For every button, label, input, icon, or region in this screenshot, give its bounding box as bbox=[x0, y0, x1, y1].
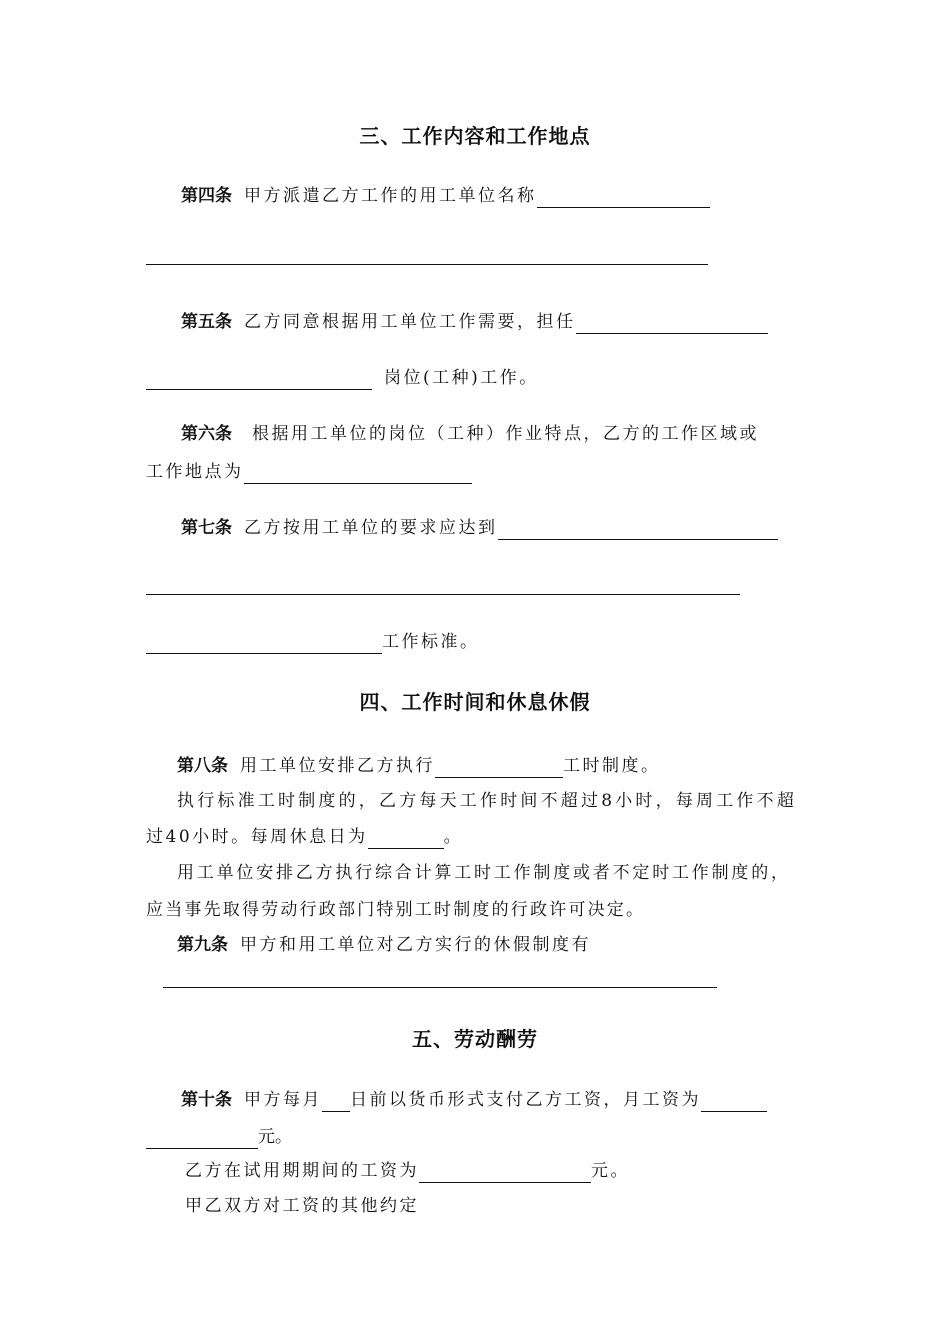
blank-line bbox=[163, 987, 717, 988]
blank-field bbox=[537, 188, 710, 208]
article-suffix: 工作标准。 bbox=[382, 632, 480, 652]
section-heading-4: 四、工作时间和休息休假 bbox=[359, 690, 591, 714]
blank-field bbox=[146, 370, 372, 390]
article-label: 第四条 bbox=[181, 186, 232, 206]
paragraph-text: 乙方在试用期期间的工资为 bbox=[185, 1161, 419, 1181]
article-9 bbox=[177, 933, 591, 957]
paragraph-text: 过40小时。每周休息日为 bbox=[146, 827, 368, 847]
blank-field bbox=[498, 520, 778, 540]
paragraph-comprehensive-hours-line2: 应当事先取得劳动行政部门特别工时制度的行政许可决定。 bbox=[146, 900, 646, 920]
article-7 bbox=[181, 516, 778, 540]
article-8 bbox=[177, 754, 661, 778]
blank-line bbox=[146, 264, 708, 265]
article-label: 第八条 bbox=[177, 756, 228, 776]
article-5-line2 bbox=[146, 366, 539, 390]
article-6 bbox=[181, 422, 759, 446]
blank-field bbox=[146, 1129, 258, 1149]
blank-field bbox=[419, 1163, 591, 1183]
paragraph-comprehensive-hours: 用工单位安排乙方执行综合计算工时工作制度或者不定时工作制度的， bbox=[177, 863, 791, 883]
article-10 bbox=[181, 1088, 767, 1112]
unit-label: 元。 bbox=[258, 1127, 292, 1147]
paragraph-end: 。 bbox=[443, 827, 461, 847]
article-4 bbox=[181, 184, 710, 208]
paragraph-standard-hours-line2 bbox=[146, 825, 461, 849]
article-label: 第十条 bbox=[181, 1090, 232, 1110]
article-label: 第五条 bbox=[181, 312, 232, 332]
paragraph-standard-hours: 执行标准工时制度的，乙方每天工作时间不超过8小时，每周工作不超 bbox=[177, 791, 798, 811]
article-label: 第六条 bbox=[181, 424, 232, 444]
article-text: 根据用工单位的岗位（工种）作业特点，乙方的工作区域或 bbox=[252, 424, 759, 444]
article-text: 甲方每月 bbox=[244, 1090, 322, 1110]
section-heading-5: 五、劳动酬劳 bbox=[412, 1027, 538, 1051]
article-5 bbox=[181, 310, 768, 334]
article-text: 用工单位安排乙方执行 bbox=[240, 756, 435, 776]
article-10-line2 bbox=[146, 1125, 292, 1149]
article-text: 甲方和用工单位对乙方实行的休假制度有 bbox=[240, 935, 591, 955]
blank-field bbox=[146, 634, 382, 654]
article-6-line2 bbox=[146, 460, 472, 484]
article-text: 日前以货币形式支付乙方工资，月工资为 bbox=[350, 1090, 701, 1110]
blank-field bbox=[322, 1092, 350, 1112]
blank-field bbox=[701, 1092, 767, 1112]
article-suffix: 岗位(工种)工作。 bbox=[384, 368, 539, 388]
blank-field bbox=[435, 758, 563, 778]
article-text: 乙方按用工单位的要求应达到 bbox=[244, 518, 498, 538]
blank-field bbox=[244, 464, 472, 484]
blank-line bbox=[146, 594, 740, 595]
unit-label: 元。 bbox=[591, 1161, 630, 1181]
article-label: 第九条 bbox=[177, 935, 228, 955]
blank-field bbox=[368, 829, 444, 849]
blank-field bbox=[576, 314, 768, 334]
paragraph-other-wage: 甲乙双方对工资的其他约定 bbox=[185, 1196, 419, 1216]
section-heading-3: 三、工作内容和工作地点 bbox=[359, 124, 591, 148]
article-label: 第七条 bbox=[181, 518, 232, 538]
article-text: 工作地点为 bbox=[146, 462, 244, 482]
article-suffix: 工时制度。 bbox=[563, 756, 661, 776]
article-text: 甲方派遣乙方工作的用工单位名称 bbox=[244, 186, 537, 206]
article-7-line3 bbox=[146, 630, 480, 654]
article-text: 乙方同意根据用工单位工作需要，担任 bbox=[244, 312, 576, 332]
paragraph-trial-wage bbox=[185, 1159, 630, 1183]
